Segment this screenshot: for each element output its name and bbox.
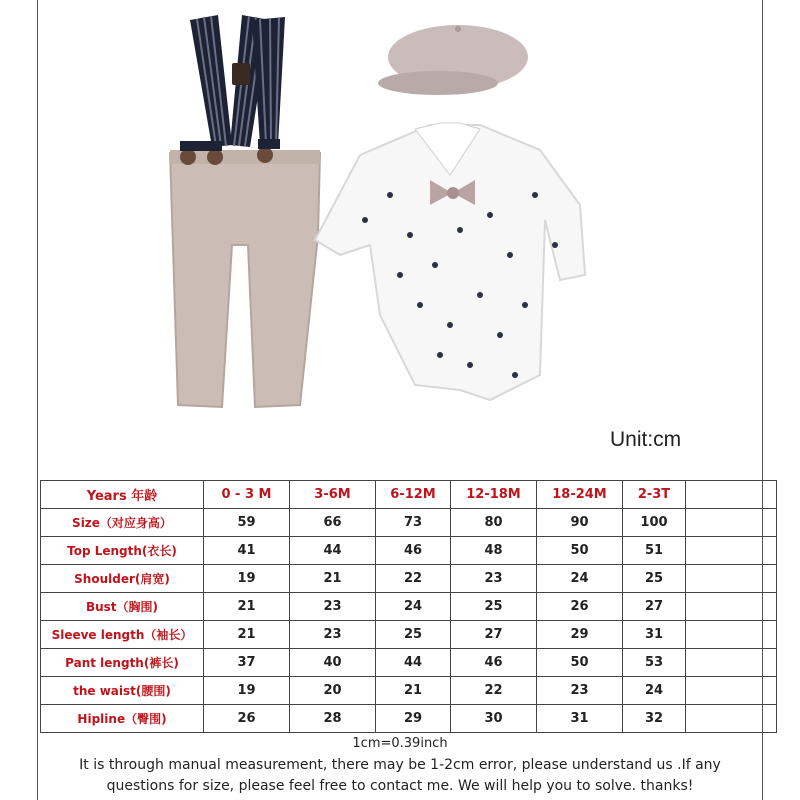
table-cell: 37 [204,649,290,677]
table-cell: 21 [204,593,290,621]
table-cell: 20 [290,677,376,705]
table-cell: 24 [376,593,451,621]
header-cell: 0 - 3 M [204,481,290,509]
table-cell: 46 [376,537,451,565]
table-row [41,677,777,705]
row-label: Pant length(裤长) [41,649,204,677]
table-cell: 59 [204,509,290,537]
table-cell: 23 [451,565,537,593]
table-cell: 90 [537,509,623,537]
row-label: Sleeve length（袖长） [41,621,204,649]
header-cell [686,481,777,509]
table-cell [686,509,777,537]
table-cell: 24 [623,677,686,705]
bodysuit-image [315,123,585,400]
table-cell: 22 [376,565,451,593]
table-cell [686,593,777,621]
table-header-row [41,481,777,509]
table-row [41,621,777,649]
table-row [41,705,777,733]
table-cell: 50 [537,649,623,677]
table-cell [686,621,777,649]
table-cell: 26 [537,593,623,621]
table-cell [686,537,777,565]
hat-image [378,25,528,95]
table-cell: 21 [376,677,451,705]
row-label: Hipline（臀围) [41,705,204,733]
row-label: the waist(腰围) [41,677,204,705]
table-cell: 23 [537,677,623,705]
table-cell [686,705,777,733]
table-row [41,565,777,593]
header-cell: 18-24M [537,481,623,509]
table-cell [686,649,777,677]
table-cell: 31 [623,621,686,649]
table-cell: 41 [204,537,290,565]
header-cell: 3-6M [290,481,376,509]
table-cell: 27 [451,621,537,649]
header-cell: 2-3T [623,481,686,509]
table-cell: 21 [204,621,290,649]
table-cell: 48 [451,537,537,565]
table-cell: 28 [290,705,376,733]
table-cell: 44 [376,649,451,677]
table-cell: 80 [451,509,537,537]
unit-label: Unit:cm [610,428,682,451]
table-cell: 19 [204,677,290,705]
table-cell [686,565,777,593]
row-label: Bust（胸围) [41,593,204,621]
table-cell: 46 [451,649,537,677]
table-cell: 24 [537,565,623,593]
conversion-note: 1cm=0.39inch [352,736,448,751]
table-cell: 29 [376,705,451,733]
header-cell: 6-12M [376,481,451,509]
table-cell: 32 [623,705,686,733]
table-cell: 51 [623,537,686,565]
size-chart-table [40,480,777,733]
header-cell: Years 年龄 [41,481,204,509]
header-cell: 12-18M [451,481,537,509]
table-row [41,593,777,621]
table-cell: 31 [537,705,623,733]
row-label: Size（对应身高） [41,509,204,537]
table-row [41,649,777,677]
row-label: Top Length(衣长) [41,537,204,565]
measurement-note-line2: questions for size, please feel free to contact me. We will help you to solve. thanks! [106,778,694,794]
table-cell: 22 [451,677,537,705]
table-cell: 40 [290,649,376,677]
table-cell: 50 [537,537,623,565]
table-cell: 25 [376,621,451,649]
table-cell: 53 [623,649,686,677]
pants-image [170,139,320,407]
table-cell: 29 [537,621,623,649]
product-illustration [160,5,640,425]
row-label: Shoulder(肩宽) [41,565,204,593]
measurement-note-line1: It is through manual measurement, there may be 1-2cm error, please understand us .If any [79,757,721,773]
table-cell: 25 [451,593,537,621]
table-row [41,509,777,537]
table-cell: 30 [451,705,537,733]
table-cell: 44 [290,537,376,565]
table-cell: 21 [290,565,376,593]
table-cell: 100 [623,509,686,537]
table-cell: 19 [204,565,290,593]
table-cell: 25 [623,565,686,593]
table-cell [686,677,777,705]
table-cell: 73 [376,509,451,537]
table-cell: 23 [290,593,376,621]
table-row [41,537,777,565]
table-cell: 23 [290,621,376,649]
table-cell: 26 [204,705,290,733]
table-cell: 66 [290,509,376,537]
suspenders-image [190,15,285,147]
table-cell: 27 [623,593,686,621]
